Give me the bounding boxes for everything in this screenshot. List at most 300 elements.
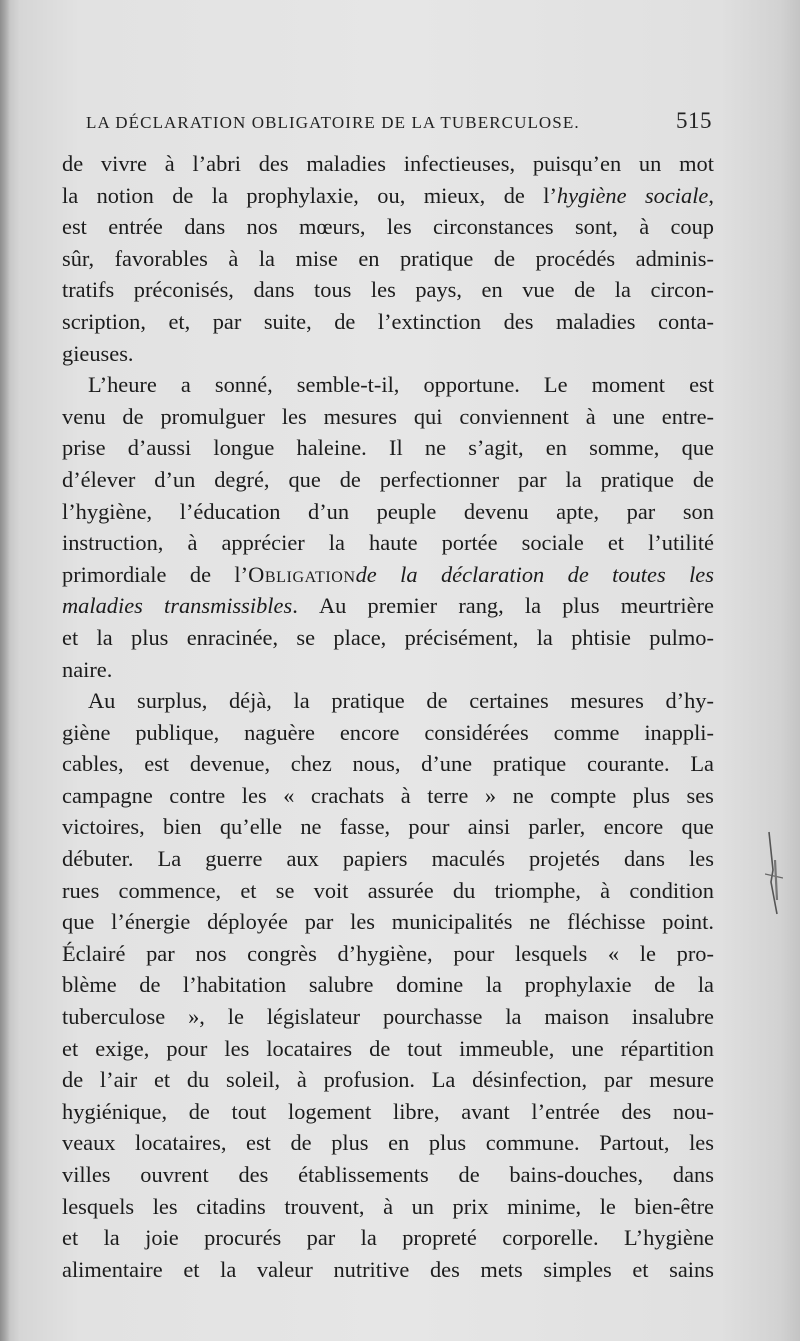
word: d’hy- (665, 688, 714, 714)
word: projetés (529, 846, 600, 872)
word: mœurs, (298, 214, 366, 240)
word: dans (623, 846, 665, 872)
word: ses (686, 782, 714, 808)
word: chez (290, 751, 332, 777)
text-line (62, 717, 714, 749)
word: favorables (114, 245, 208, 271)
word: à (228, 245, 239, 271)
word: mesures (570, 688, 644, 714)
word: à (400, 782, 411, 808)
word: perfectionner (379, 466, 500, 492)
word: insalubre (631, 1004, 714, 1030)
word: à (187, 530, 198, 556)
word: sonné, (214, 372, 273, 398)
text-line (62, 622, 714, 654)
word: précisément, (404, 624, 519, 650)
word: entre- (661, 403, 714, 429)
word: à (383, 1193, 394, 1219)
word: de (567, 561, 589, 587)
word: pratique (331, 688, 405, 714)
word: hygiénique, (62, 1098, 168, 1124)
word: de (290, 1130, 312, 1156)
word: simples (543, 1256, 612, 1282)
word: profusion. (323, 1067, 415, 1093)
word: peuple (376, 498, 437, 524)
text-line (62, 338, 714, 370)
word: instruction, (62, 530, 164, 556)
word: alimentaire (62, 1256, 163, 1282)
word: nos (246, 214, 278, 240)
word: vue (522, 277, 555, 303)
word: « (607, 940, 620, 966)
word: par (626, 498, 656, 524)
word: préconisés, (133, 277, 234, 303)
word: La (157, 846, 182, 872)
word: nutritive (333, 1256, 410, 1282)
text-line (62, 243, 714, 275)
word: procédés (535, 245, 616, 271)
word: pour (408, 814, 450, 840)
word: à (164, 151, 175, 176)
word: semble-t-il, (296, 372, 400, 398)
word: devenue, (189, 751, 271, 777)
word: plus (562, 593, 600, 619)
word: que (681, 814, 714, 840)
word: une (612, 403, 645, 429)
word: de (189, 561, 212, 587)
word: giène (62, 719, 111, 745)
word: plus (331, 1130, 369, 1156)
word: somme, (589, 435, 660, 461)
word: premier (367, 593, 438, 619)
word: pratique (600, 466, 674, 492)
word: degré, (214, 466, 270, 492)
word: tout (407, 1035, 443, 1061)
word: prophylaxie (524, 972, 632, 998)
word: valeur (256, 1256, 313, 1282)
word: mise (295, 245, 338, 271)
word: les (350, 909, 375, 935)
word: campagne (62, 782, 153, 808)
word: la (103, 1225, 120, 1251)
text-line (62, 559, 714, 591)
word: libre, (392, 1098, 440, 1124)
word: et (153, 1067, 171, 1093)
word: en (481, 277, 503, 303)
text-line (62, 1254, 714, 1286)
text-line (62, 969, 714, 1001)
word: veaux (62, 1130, 116, 1156)
word: compte (550, 782, 617, 808)
word: la (614, 277, 631, 303)
word: et (240, 877, 257, 903)
word: à (600, 877, 611, 903)
word: coup (670, 214, 714, 240)
word: pour (166, 1035, 208, 1061)
word: triomphe, (494, 877, 581, 903)
word: en (358, 245, 380, 271)
word: déclaration (440, 561, 545, 587)
text-line (62, 1064, 714, 1096)
word: inappli- (644, 719, 714, 745)
word: apprécier (221, 530, 305, 556)
word: législateur (266, 1004, 361, 1030)
word: et (62, 624, 79, 650)
word: ou, (377, 182, 406, 208)
word: conviennent (459, 403, 569, 429)
word: locataires (266, 1035, 353, 1061)
word: un (638, 151, 662, 176)
word: rang, (458, 593, 504, 619)
word: L’heure (88, 372, 157, 398)
word: que (288, 466, 321, 492)
word: trouvent, (284, 1193, 365, 1219)
word: la (211, 182, 228, 208)
word: du (452, 877, 476, 903)
word: nou- (672, 1098, 714, 1124)
word: maculés (431, 846, 505, 872)
word: et (62, 1225, 79, 1251)
word: de (334, 308, 356, 334)
word: ne (300, 814, 322, 840)
word: la (524, 593, 542, 619)
gutter-shadow (0, 0, 10, 1341)
word: apte, (556, 498, 600, 524)
word: de (493, 245, 516, 271)
word: est (689, 372, 714, 398)
word: se (296, 624, 316, 650)
word: la (96, 624, 113, 650)
word: tratifs (62, 277, 115, 303)
word: de (122, 403, 144, 429)
word: de (188, 1098, 210, 1124)
text-line (62, 906, 714, 938)
word: de (458, 1162, 480, 1187)
word: conta- (658, 308, 714, 334)
word: le (227, 1004, 244, 1030)
word: Il (388, 435, 403, 461)
word: La (690, 751, 714, 777)
word: cables, (62, 751, 124, 777)
word: l’abri (192, 151, 241, 176)
word: à (639, 214, 650, 240)
word: plus (131, 624, 169, 650)
word: dans (184, 214, 226, 240)
word: municipalités (391, 909, 513, 935)
word: maladies (306, 151, 386, 176)
text-line (62, 432, 714, 464)
word: ouvrent (140, 1162, 209, 1187)
word: » (484, 782, 497, 808)
word: terre (427, 782, 469, 808)
word: des (429, 1256, 460, 1282)
word: commence, (118, 877, 222, 903)
word: maison (544, 1004, 610, 1030)
word: la (328, 530, 345, 556)
word: infectieuses, (403, 151, 516, 176)
word: tuberculose (62, 1004, 166, 1030)
text-line (62, 527, 714, 559)
word: la (258, 245, 275, 271)
word: phtisie (571, 624, 631, 650)
word: la (697, 972, 714, 998)
word: lesquels (62, 1193, 135, 1219)
text-line (62, 464, 714, 496)
word: par (306, 1225, 336, 1251)
word: l’hygiène (543, 182, 627, 208)
word: les (152, 1193, 178, 1219)
text-line (62, 1191, 714, 1223)
word: pourchasse (382, 1004, 483, 1030)
word: circonstances (433, 214, 554, 240)
word: locataires, (135, 1130, 227, 1156)
word: du (186, 1067, 210, 1093)
text-line (62, 1001, 714, 1033)
word: par (304, 909, 334, 935)
word: ainsi (467, 814, 511, 840)
word: de (62, 1067, 84, 1093)
running-title: LA DÉCLARATION OBLIGATOIRE DE LA TUBERCULOSE. (86, 113, 580, 132)
text-line (62, 748, 714, 780)
word: des (621, 1098, 652, 1124)
word: », (188, 1004, 205, 1030)
word: domine (396, 972, 464, 998)
word: entrée (108, 214, 163, 240)
text-line (62, 780, 714, 812)
word: d’un (308, 498, 350, 524)
word: à (296, 1067, 307, 1093)
word: parler, (528, 814, 586, 840)
word: en (545, 435, 567, 461)
word: la (360, 1225, 377, 1251)
word: tout (231, 1098, 267, 1124)
word: les (386, 214, 412, 240)
word: portée (441, 530, 498, 556)
word: à (585, 403, 596, 429)
word: haute (369, 530, 418, 556)
text-line (62, 590, 714, 622)
text-line (62, 938, 714, 970)
word: son (682, 498, 714, 524)
word: et (62, 1035, 79, 1061)
word: aux (286, 846, 319, 872)
word: pays, (415, 277, 462, 303)
word: commune. (485, 1130, 580, 1156)
word: des (503, 308, 534, 334)
word: la (565, 466, 582, 492)
word: bien (163, 814, 202, 840)
word: les (689, 1130, 714, 1156)
word: par (518, 466, 547, 492)
word: sains (669, 1256, 714, 1282)
word: haleine. (296, 435, 367, 461)
word: transmissibles. (164, 593, 298, 619)
word: prise (62, 435, 106, 461)
word: « (283, 782, 295, 808)
word: désinfection, (472, 1067, 588, 1093)
word: crachats (310, 782, 385, 808)
word: l’habitation (183, 972, 287, 998)
word: mesures (323, 403, 397, 429)
word: de (654, 972, 676, 998)
word: et, (168, 308, 191, 334)
word: pratique (399, 245, 474, 271)
word: bains-douches, (509, 1162, 644, 1187)
word: naguère (244, 719, 315, 745)
word: des (238, 1162, 269, 1187)
word: mesure (649, 1067, 714, 1093)
word: se (275, 877, 295, 903)
word: encore (339, 719, 400, 745)
word: répartition (620, 1035, 714, 1061)
word: lesquels (515, 940, 588, 966)
word: les (689, 846, 714, 872)
text-line (62, 369, 714, 401)
word: de (62, 151, 84, 176)
word: la (536, 624, 553, 650)
word: l’Obligationde (234, 561, 377, 587)
word: avant (461, 1098, 510, 1124)
word: scription, (62, 308, 146, 334)
word: courante. (586, 751, 670, 777)
word: pro- (676, 940, 714, 966)
text-line (62, 654, 714, 686)
word: ne (512, 782, 534, 808)
word: sûr, (62, 245, 95, 271)
text-line (62, 811, 714, 843)
word: d’hygiène, (337, 940, 433, 966)
word: bien-être (634, 1193, 714, 1219)
word: Partout, (599, 1130, 670, 1156)
word: de (574, 277, 596, 303)
word: les (241, 782, 267, 808)
text-line (62, 1033, 714, 1065)
word: ne (529, 909, 551, 935)
word: qui (413, 403, 443, 429)
word: maladies (555, 308, 636, 334)
word: comme (553, 719, 620, 745)
word: L’hygiène (624, 1225, 714, 1251)
word: l’air (99, 1067, 138, 1093)
word: établissements (298, 1162, 429, 1187)
word: déployée (207, 909, 288, 935)
word: la (400, 561, 418, 587)
word: l’hygiène, (62, 498, 153, 524)
word: adminis- (635, 245, 714, 271)
word: l’entrée (531, 1098, 600, 1124)
text-line (62, 685, 714, 717)
word: assurée (367, 877, 434, 903)
word: promulguer (160, 403, 265, 429)
word: de (339, 466, 361, 492)
word: par (212, 308, 242, 334)
word: les (370, 277, 396, 303)
word: guerre (205, 846, 263, 872)
word: place, (333, 624, 387, 650)
word: toutes (612, 561, 666, 587)
word: immeuble, (459, 1035, 555, 1061)
word: les (224, 1035, 250, 1061)
text-line (62, 496, 714, 528)
text-line (62, 274, 714, 306)
text-line (62, 180, 714, 212)
word: villes (62, 1162, 111, 1187)
page-number: 515 (676, 108, 712, 133)
word: et (607, 530, 625, 556)
word: a (180, 372, 191, 398)
word: condition (629, 877, 714, 903)
word: fléchisse (567, 909, 646, 935)
word: Éclairé (62, 940, 126, 966)
word: qu’elle (219, 814, 283, 840)
word: blème (62, 972, 117, 998)
word: ne (424, 435, 447, 461)
word: certaines (469, 688, 549, 714)
word: logement (288, 1098, 372, 1124)
word: est (246, 1130, 271, 1156)
word: citadins (196, 1193, 266, 1219)
word: l’utilité (648, 530, 714, 556)
word: mot (679, 151, 714, 176)
word: prophylaxie, (246, 182, 359, 208)
word: circon- (650, 277, 714, 303)
word: est (144, 751, 170, 777)
word: fasse, (339, 814, 391, 840)
word: vivre (100, 151, 147, 176)
word: plus (632, 782, 670, 808)
word: les (281, 403, 307, 429)
word: sont, (574, 214, 618, 240)
running-head (86, 108, 712, 142)
word: meurtrière (620, 593, 714, 619)
word: procurés (204, 1225, 282, 1251)
word: le (599, 1193, 616, 1219)
word: prix (452, 1193, 489, 1219)
word: l’énergie (111, 909, 191, 935)
word: puisqu’en (532, 151, 622, 176)
text-line (62, 148, 714, 180)
word: mieux, (423, 182, 486, 208)
word: encore (603, 814, 664, 840)
word: est (62, 214, 87, 240)
word: la (293, 688, 310, 714)
word: l’extinction (377, 308, 482, 334)
word: tous (314, 277, 352, 303)
word: un (411, 1193, 434, 1219)
word: devenu (463, 498, 529, 524)
word: opportune. (423, 372, 520, 398)
word: nos (195, 940, 227, 966)
word: de (172, 182, 194, 208)
word: de (426, 688, 448, 714)
word: d’aussi (127, 435, 192, 461)
word: naire. (62, 656, 113, 682)
word: et (632, 1256, 649, 1282)
body-text (62, 148, 714, 1285)
word: suite, (263, 308, 312, 334)
word: Le (543, 372, 568, 398)
word: maladies (62, 593, 143, 619)
word: d’élever (62, 466, 136, 492)
word: de (369, 1035, 391, 1061)
word: Au (88, 688, 116, 714)
word: débuter. (62, 846, 134, 872)
word: soleil, (226, 1067, 281, 1093)
word: des (258, 151, 289, 176)
word: d’une (421, 751, 473, 777)
word: de (139, 972, 161, 998)
word: plus (428, 1130, 467, 1156)
